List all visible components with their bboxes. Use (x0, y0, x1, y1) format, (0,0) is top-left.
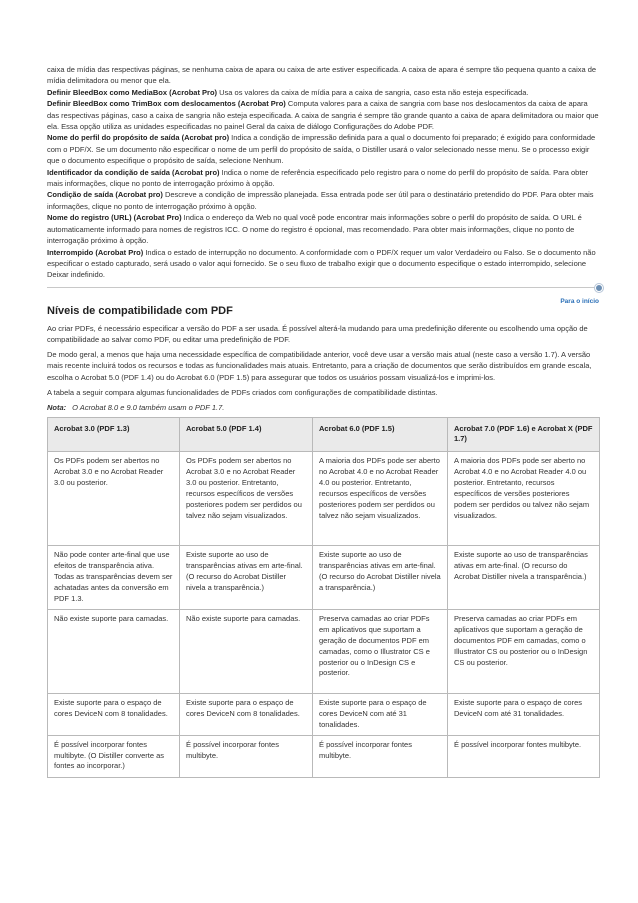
table-cell: Existe suporte para o espaço de cores DeviceN com 8 tonalidades. (48, 693, 180, 735)
table-cell: É possível incorporar fontes multibyte. (O Distiller converte as fontes ao incorporar.) (48, 735, 180, 777)
definition-text: Computa valores para a caixa de sangria com base nos deslocamentos da caixa de apara das respectivas páginas, caso a caixa de sangria não esteja especificada. A caixa de sangria é sempre tão grande quanto a caixa de apara delimitadora ou maior que ela. Essa opção utiliza as unidades especificadas no painel Geral da caixa de diálogo Configurações do Adobe PDF. (47, 99, 599, 132)
table-cell: Existe suporte para o espaço de cores DeviceN com 8 tonalidades. (180, 693, 313, 735)
definition-text: Indica o estado de interrupção no documento. A conformidade com o PDF/X requer um valor Verdadeiro ou Falso. Se o documento não especificar o estado capturado, será usado o valor aqui fornecido. Se o seu fluxo de trabalho exigir que o documento especifique o estado interrompido, selecione Deixar indefinido. (47, 247, 596, 280)
paragraph: Ao criar PDFs, é necessário especificar a versão do PDF a ser usada. É possível alterá-la mudando para uma predefinição diferente ou escolhendo uma opção de compatibilidade ao salvar como PDF, ou editar uma predefinição de PDF. (47, 323, 588, 345)
table-row (48, 609, 600, 693)
column-header: Acrobat 6.0 (PDF 1.5) (313, 417, 448, 452)
note-label: Nota: (47, 402, 67, 412)
table-cell: Preserva camadas ao criar PDFs em aplicativos que suportam a geração de documentos PDF em camadas, como o Illustrator CS e posterior ou o InDesign CS e posterior. (313, 609, 448, 693)
note-text: O Acrobat 8.0 e 9.0 também usam o PDF 1.7. (72, 402, 225, 412)
definition-term: Nome do registro (URL) (Acrobat Pro) (47, 213, 182, 223)
definition-item (47, 167, 599, 190)
definition-text: Indica o nome de referência especificado pelo registro para o nome do perfil do propósito de saída. Para obter mais informações, clique no ponto de interrogação próximo à opção. (47, 167, 589, 189)
definition-item (47, 212, 599, 246)
table-cell: Não existe suporte para camadas. (180, 609, 313, 693)
document-page (47, 64, 599, 778)
section-body (47, 323, 599, 413)
table-cell: Os PDFs podem ser abertos no Acrobat 3.0 e no Acrobat Reader 3.0 ou posterior. (48, 452, 180, 546)
definition-item (47, 189, 599, 212)
definition-text: Usa os valores da caixa de mídia para a caixa de sangria, caso esta não esteja especificada. (217, 87, 529, 97)
note (47, 402, 599, 413)
table-row (48, 546, 600, 610)
definition-text: caixa de mídia das respectivas páginas, se nenhuma caixa de apara ou caixa de arte estiver especificada. A caixa de apara é sempre tão pequena quanto a caixa de mídia delimitadora ou menor que ela. (47, 65, 597, 86)
table-row (48, 452, 600, 546)
definitions-list (47, 64, 599, 281)
back-to-top-link[interactable]: Para o início (560, 297, 599, 305)
table-header-row (48, 417, 600, 452)
section-divider (47, 287, 599, 305)
table-cell: A maioria dos PDFs pode ser aberto no Acrobat 4.0 e no Acrobat Reader 4.0 ou posterior. Entretanto, recursos específicos de versões posteriores podem ser perdidos ou talvez não sejam visualizados. (448, 452, 600, 546)
table-cell: Não existe suporte para camadas. (48, 609, 180, 693)
definition-term: Interrompido (Acrobat Pro) (47, 247, 144, 257)
compatibility-table (47, 417, 600, 778)
table-row (48, 693, 600, 735)
table-cell: É possível incorporar fontes multibyte. (448, 735, 600, 777)
back-to-top-icon[interactable] (595, 284, 603, 292)
column-header: Acrobat 7.0 (PDF 1.6) e Acrobat X (PDF 1.7) (448, 417, 600, 452)
table-cell: Os PDFs podem ser abertos no Acrobat 3.0 e no Acrobat Reader 3.0 ou posterior. Entretanto, recursos específicos de versões posteriores podem ser perdidos ou talvez não sejam visualizados. (180, 452, 313, 546)
table-cell: É possível incorporar fontes multibyte. (313, 735, 448, 777)
table-cell: Preserva camadas ao criar PDFs em aplicativos que suportam a geração de documentos PDF em camadas, como o Illustrator CS ou posterior ou o InDesign CS ou posterior. (448, 609, 600, 693)
definition-term: Nome do perfil do propósito de saída (Acrobat pro) (47, 133, 230, 143)
table-cell: Existe suporte ao uso de transparências ativas em arte-final. (O recurso do Acrobat Distiller nivela a transparência.) (448, 546, 600, 610)
definition-term: Definir BleedBox como MediaBox (Acrobat Pro) (47, 87, 218, 97)
definition-item (47, 87, 599, 98)
definition-item (47, 247, 599, 281)
definition-text: Indica a condição de impressão definida para a qual o documento foi preparado; é exigido para conformidade com o PDF/X. Se um documento não especificar o nome de um perfil do propósito de saída, o Distiller usará o valor selecionado nesse menu. Se o processo exigir que o documento especifique o propósito de saída, selecione Nenhum. (47, 133, 596, 166)
definition-text: Descreve a condição de impressão planejada. Essa entrada pode ser útil para o destinatário pretendido do PDF. Para obter mais informações, clique no ponto de interrogação próximo à opção. (47, 190, 594, 211)
table-cell: A maioria dos PDFs pode ser aberto no Acrobat 4.0 e no Acrobat Reader 4.0 ou posterior. Entretanto, recursos específicos de versões posteriores podem ser perdidos ou talvez não sejam visualizados. (313, 452, 448, 546)
section-title: Níveis de compatibilidade com PDF (47, 304, 233, 317)
paragraph: De modo geral, a menos que haja uma necessidade específica de compatibilidade anterior, você deve usar a versão mais atual (neste caso a versão 1.7). A versão mais recente incluirá todos os recursos e todas as funcionalidades mais atuais. Entretanto, para a criação de documentos que serão distribuídos em grande escala, escolha o Acrobat 5.0 (PDF 1.4) ou do Acrobat 6.0 (PDF 1.5) para assegurar que todos os usuários possam visualizá-los e imprimi-los. (47, 350, 592, 382)
table-cell: É possível incorporar fontes multibyte. (180, 735, 313, 777)
definition-item (47, 64, 599, 87)
definition-item (47, 132, 599, 166)
definition-term: Condição de saída (Acrobat pro) (47, 190, 163, 200)
definition-term: Identificador da condição de saída (Acrobat pro) (47, 167, 220, 177)
column-header: Acrobat 3.0 (PDF 1.3) (48, 417, 180, 452)
column-header: Acrobat 5.0 (PDF 1.4) (180, 417, 313, 452)
table-cell: Existe suporte ao uso de transparências ativas em arte-final. (O recurso do Acrobat Distiller nivela a transparência.) (313, 546, 448, 610)
table-cell: Não pode conter arte-final que use efeitos de transparência ativa. Todas as transparências devem ser achatadas antes da conversão em PDF 1.3. (48, 546, 180, 610)
table-cell: Existe suporte para o espaço de cores DeviceN com até 31 tonalidades. (448, 693, 600, 735)
table-cell: Existe suporte para o espaço de cores DeviceN com até 31 tonalidades. (313, 693, 448, 735)
definition-term: Definir BleedBox como TrimBox com deslocamentos (Acrobat Pro) (47, 99, 286, 109)
definition-text: Indica o endereço da Web no qual você pode encontrar mais informações sobre o perfil do propósito de saída. O URL é automaticamente informado para nomes de registros ICC. O nome do registro é opcional, mas recomendado. Para obter mais informações, clique no ponto de interrogação próximo à opção. (47, 213, 582, 246)
table-row (48, 735, 600, 777)
paragraph: A tabela a seguir compara algumas funcionalidades de PDFs criados com configurações de compatibilidade distintas. (47, 387, 438, 397)
definition-item (47, 98, 599, 132)
table-cell: Existe suporte ao uso de transparências ativas em arte-final. (O recurso do Acrobat Distiller nivela a transparência.) (180, 546, 313, 610)
